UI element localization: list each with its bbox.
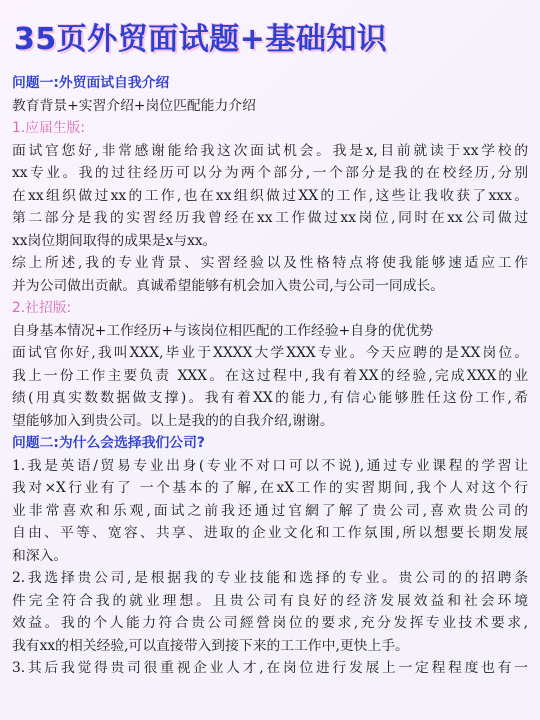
graduate-line: 面试官您好,非常感谢能给我这次面试机会。我是x,目前就读于xx学校的: [12, 142, 528, 159]
graduate-line: 第二部分是我的实習经历我曾经在xx工作做过xx岗位,同时在xx公司做过: [12, 210, 528, 226]
section-experienced-label: 2.社招版:: [12, 300, 72, 316]
graduate-line: 综上所述,我的专业背景、实習经验以及性格特点将使我能够速适应工作: [12, 255, 528, 271]
page-title: 35页外贸面试题+基础知识: [14, 22, 388, 57]
answer-3-line: 3.其后我觉得贵司很重视企业人才,在岗位进行发展上一定程程度也有一: [12, 660, 528, 676]
answer-2-line: 效益。我的个人能力符合贵公司經營岗位的要求,充分发挥专业技术要求,: [12, 615, 528, 631]
experienced-line: 我上一份工作主要负责 XXX。在这过程中,我有着XX的经验,完成XXX的业: [12, 367, 528, 384]
answer-1-line: 业非常喜欢和乐观,面试之前我还通过官網了解了贵公司,喜欢贵公司的: [12, 502, 528, 519]
question-2-heading: 问题二:为什么会选择我们公司?: [12, 435, 205, 451]
answer-2-line: 我有xx的相关经验,可以直接带入到接下来的工工作中,更快上手。: [12, 637, 409, 654]
answer-1-line: 1.我是英语/贸易专业出身(专业不对口可以不说),通过专业课程的学習让: [12, 457, 528, 474]
answer-2-line: 2.我选择贵公司,是根据我的专业技能和选择的专业。贵公司的的招聘条: [12, 570, 528, 586]
question-1-subtitle: 教育背景+实習介绍+岗位匹配能力介绍: [12, 97, 256, 114]
answer-2-line: 件完全符合我的就业理想。且贵公司有良好的经济发展效益和社会环境: [12, 592, 528, 609]
experienced-line: 望能够加入到贵公司。以上是我的的自我介绍,谢谢。: [12, 412, 334, 429]
section-graduate-label: 1.应届生版:: [12, 120, 85, 136]
graduate-line: 在xx组织做过xx的工作,也在xx组织做过XX的工作,这些让我收获了xxx。: [12, 187, 528, 204]
graduate-line: xx岗位期间取得的成果是x与xx。: [12, 232, 217, 249]
answer-1-line: 我对×X行业有了 一个基本的了解,在xX工作的实習期间,我个人对这个行: [12, 480, 528, 496]
question-1-heading: 问题一:外贸面试自我介绍: [12, 75, 170, 91]
answer-1-line: 自由、平等、宽容、共享、进取的企业文化和工作氛围,所以想要长期发展: [12, 525, 528, 541]
graduate-line: 并为公司做出贡献。真诚希望能够有机会加入贵公司,与公司一同成长。: [12, 277, 445, 294]
experienced-line: 面试官你好,我叫XXX,毕业于XXXX大学XXX专业。今天应聘的是XX岗位。: [12, 345, 528, 361]
article-body: [12, 72, 528, 680]
experienced-line: 绩(用真实数数据做支撑)。我有着XX的能力,有信心能够胜任这份工作,希: [12, 390, 528, 406]
experienced-line: 自身基本情况+工作经历+与该岗位相匹配的工作经验+自身的优优势: [12, 322, 433, 339]
graduate-line: xx专业。我的过往经历可以分为两个部分,一个部分是我的在校经历,分别: [12, 165, 528, 181]
answer-1-line: 和深入。: [12, 547, 68, 564]
